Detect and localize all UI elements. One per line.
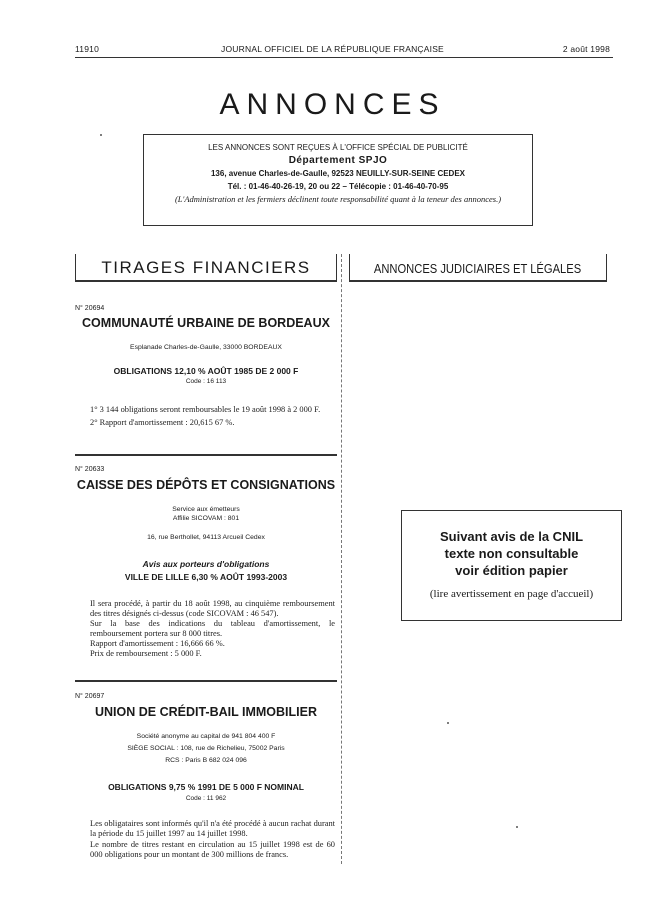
paragraph: Il sera procédé, à partir du 18 août 1998, au cinquième remboursement des titres désignés ci-dessus (code SICOVAM : 46 547).	[90, 599, 335, 618]
paragraph: Prix de remboursement : 5 000 F.	[90, 649, 202, 658]
paragraph: Les obligataires sont informés qu'il n'a été procédé à aucun rachat durant la période du 15 juillet 1997 au 14 juillet 1998.	[90, 819, 335, 838]
section-underline	[350, 280, 606, 282]
cnil-note: (lire avertissement en page d'accueil)	[429, 588, 594, 600]
rcs-line: RCS : Paris B 682 024 096	[165, 757, 247, 764]
bond-title: OBLIGATIONS 12,10 % AOÛT 1985 DE 2 000 F	[113, 366, 299, 376]
entry-separator	[75, 680, 337, 682]
page-date: 2 août 1998	[562, 44, 610, 54]
service-line: Service aux émetteurs	[172, 506, 240, 513]
header-rule	[75, 57, 613, 58]
bond-title: VILLE DE LILLE 6,30 % AOÛT 1993-2003	[124, 572, 288, 582]
notice-reception-line: LES ANNONCES SONT REÇUES À L'OFFICE SPÉCIAL DE PUBLICITÉ	[208, 143, 468, 152]
entry-number: N° 20694	[75, 305, 105, 312]
cnil-line-2: texte non consultable	[444, 546, 579, 561]
page-title: ANNONCES	[219, 88, 446, 121]
notice-address: 136, avenue Charles-de-Gaulle, 92523 NEUILLY-SUR-SEINE CEDEX	[210, 169, 466, 178]
paragraph: Sur la base des indications du tableau d'amortissement, le remboursement portera sur 8 000 titres.	[90, 619, 335, 638]
entry-separator	[75, 454, 337, 456]
bond-code: Code : 16 113	[185, 378, 227, 385]
submission-notice-box	[143, 134, 533, 226]
affiliate-line: Affilie SICOVAM : 801	[172, 515, 240, 522]
entry-body	[90, 599, 335, 659]
paragraph: Le nombre de titres restant en circulation au 15 juillet 1998 est de 60 000 obligations pour un montant de 300 millions de francs.	[90, 840, 335, 859]
entry-address: 16, rue Berthollet, 94113 Arcueil Cedex	[147, 534, 265, 541]
scan-speck	[447, 722, 449, 724]
bond-title: OBLIGATIONS 9,75 % 1991 DE 5 000 F NOMINAL	[108, 782, 304, 792]
entry-name: UNION DE CRÉDIT-BAIL IMMOBILIER	[95, 705, 317, 719]
scan-speck	[100, 134, 102, 136]
page-number: 11910	[75, 44, 100, 54]
entry-name: CAISSE DES DÉPÔTS ET CONSIGNATIONS	[76, 478, 336, 492]
entry-body	[90, 405, 335, 428]
entry-number: N° 20633	[75, 466, 105, 473]
entry-name: COMMUNAUTÉ URBAINE DE BORDEAUX	[82, 316, 330, 330]
section-header-right	[349, 254, 607, 282]
entry-address: Esplanade Charles-de-Gaulle, 33000 BORDEAUX	[130, 344, 282, 351]
cnil-notice-box	[401, 510, 622, 621]
cnil-line-1: Suivant avis de la CNIL	[439, 529, 584, 544]
cnil-line-3: voir édition papier	[455, 563, 568, 578]
section-underline	[76, 280, 336, 282]
avis-title: Avis aux porteurs d'obligations	[142, 559, 270, 569]
head-office-line: SIÈGE SOCIAL : 108, rue de Richelieu, 75002 Paris	[127, 745, 285, 752]
notice-phones: Tél. : 01-46-40-26-19, 20 ou 22 – Télécopie : 01-46-40-70-95	[227, 182, 449, 191]
notice-disclaimer: (L'Administration et les fermiers déclinent toute responsabilité quant à la teneur des annonces.)	[174, 194, 502, 204]
journal-title: JOURNAL OFFICIEL DE LA RÉPUBLIQUE FRANÇAISE	[221, 44, 444, 54]
section-header-left	[75, 254, 337, 282]
paragraph: Rapport d'amortissement : 16,666 66 %.	[90, 639, 225, 648]
bond-code: Code : 11 962	[185, 795, 227, 802]
column-divider	[341, 254, 342, 864]
section-title-tirages: TIRAGES FINANCIERS	[101, 258, 311, 277]
paragraph: 1° 3 144 obligations seront remboursables le 19 août 1998 à 2 000 F.	[90, 405, 321, 414]
paragraph: 2° Rapport d'amortissement : 20,615 67 %.	[90, 418, 235, 427]
notice-department: Département SPJO	[288, 155, 388, 166]
entry-number: N° 20697	[75, 693, 105, 700]
section-title-annonces-judiciaires: ANNONCES JUDICIAIRES ET LÉGALES	[374, 260, 582, 276]
entry-body	[90, 819, 335, 860]
scan-speck	[516, 826, 518, 828]
capital-line: Société anonyme au capital de 941 804 400 F	[136, 733, 276, 740]
